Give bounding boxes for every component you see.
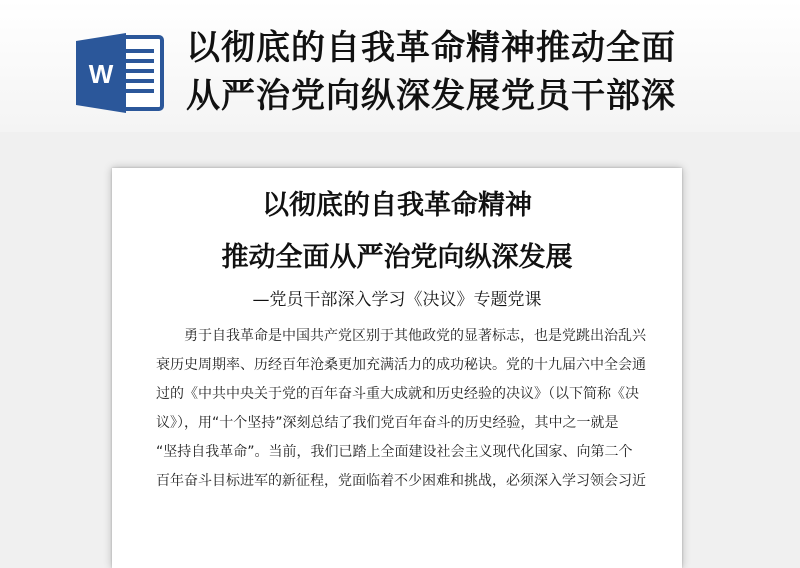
body-line: 衰历史周期率、历经百年沧桑更加充满活力的成功秘诀。党的十九届六中全会通 <box>156 357 646 373</box>
banner-title-line: 以彻底的自我革命精神推动全面 <box>186 28 676 68</box>
body-line: 百年奋斗目标进军的新征程，党面临着不少困难和挑战，必须深入学习领会习近 <box>156 473 646 489</box>
word-logo-letter: W <box>88 59 114 89</box>
body-line: “坚持自我革命”。当前，我们已踏上全面建设社会主义现代化国家、向第二个 <box>156 444 633 460</box>
document-page <box>112 168 682 568</box>
document-body <box>156 322 646 496</box>
document-subtitle: —党员干部深入学习《决议》专题党课 <box>252 290 542 310</box>
word-icon <box>76 31 166 115</box>
banner-title-line: 从严治党向纵深发展党员干部深 <box>186 76 676 116</box>
body-line: 过的《中共中央关于党的百年奋斗重大成就和历史经验的决议》（以下简称《决 <box>156 386 639 402</box>
body-line: 议》），用“十个坚持”深刻总结了我们党百年奋斗的历史经验，其中之一就是 <box>156 415 619 431</box>
document-title-line: 以彻底的自我革命精神 <box>262 190 532 221</box>
document-title <box>112 180 682 284</box>
body-line: 勇于自我革命是中国共产党区别于其他政党的显著标志，也是党跳出治乱兴 <box>184 328 646 344</box>
header-banner <box>0 0 800 132</box>
banner-title <box>186 24 786 120</box>
document-title-line: 推动全面从严治党向纵深发展 <box>221 242 573 273</box>
